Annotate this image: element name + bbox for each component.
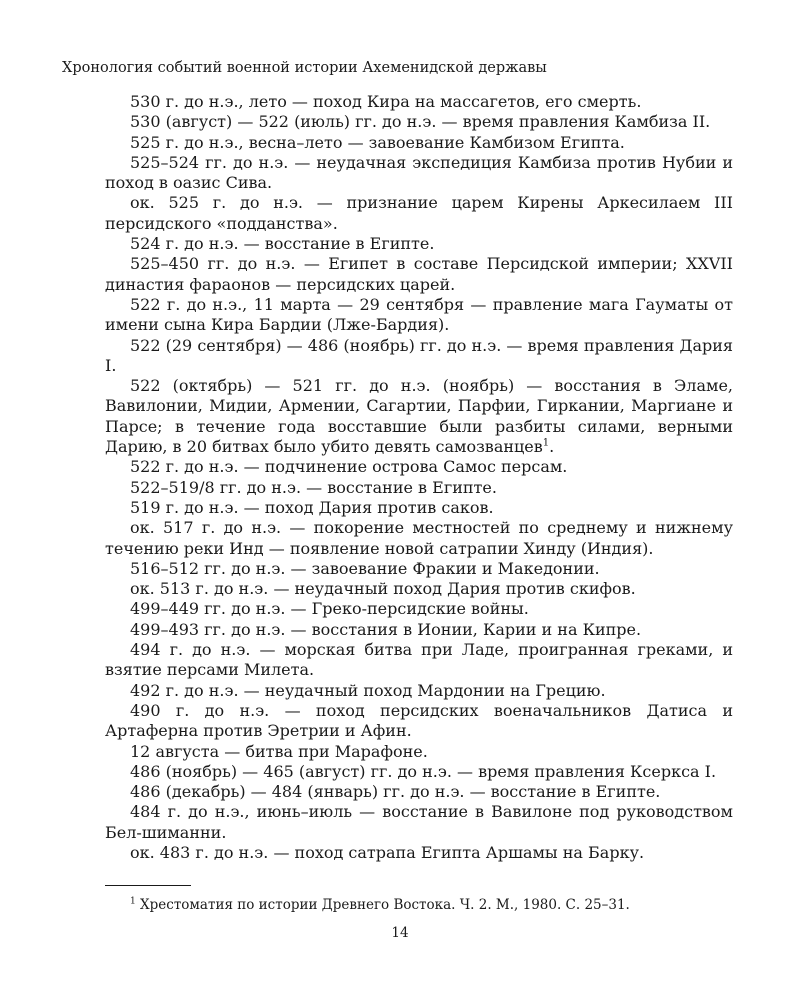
chronology-list [105, 92, 733, 863]
chronology-entry: ок. 525 г. до н.э. — признание царем Кирены Аркесилаем III персидского «подданства». [105, 193, 733, 233]
chronology-entry: 522 г. до н.э., 11 марта — 29 сентября — правление мага Гауматы от имени сына Кира Бардии (Лже-Бардия). [105, 294, 733, 335]
chronology-entry: 12 августа — битва при Марафоне. [130, 741, 428, 761]
chronology-entry: 522 г. до н.э. — подчинение острова Самос персам. [130, 457, 568, 477]
chronology-entry: 524 г. до н.э. — восстание в Египте. [130, 234, 435, 254]
chronology-entry: 522 (29 сентября) — 486 (ноябрь) гг. до н.э. — время правления Дария I. [105, 335, 733, 375]
chronology-entry: 530 (август) — 522 (июль) гг. до н.э. — время правления Камбиза II. [130, 112, 711, 132]
chronology-entry: 525 г. до н.э., весна–лето — завоевание Камбизом Египта. [130, 132, 625, 152]
running-head: Хронология событий военной истории Ахеменидской державы [62, 60, 547, 76]
chronology-entry: 525–450 гг. до н.э. — Египет в составе Персидской империи; XXVII династия фараонов — персидских царей. [105, 254, 733, 294]
chronology-entry: 516–512 гг. до н.э. — завоевание Фракии и Македонии. [130, 558, 600, 578]
chronology-entry: 484 г. до н.э., июнь–июль — восстание в Вавилоне под руководством Бел-шиманни. [105, 802, 733, 842]
footnote [105, 897, 733, 913]
entry-text: 522 (октябрь) — 521 гг. до н.э. (ноябрь) — восстания в Эламе, Вавилонии, Мидии, Армении, Сагартии, Парфии, Гиркании, Маргиане и Парсе; в течение года восставшие были разбиты силами, верными Дарию, в 20 битвах было убито девять самозванцев [105, 376, 733, 457]
chronology-entry: 530 г. до н.э., лето — поход Кира на массагетов, его смерть. [130, 92, 642, 111]
footnote-divider [105, 885, 191, 886]
chronology-entry: 522–519/8 гг. до н.э. — восстание в Египте. [130, 477, 497, 497]
chronology-entry: ок. 513 г. до н.э. — неудачный поход Дария против скифов. [130, 579, 636, 599]
page-number: 14 [391, 925, 409, 941]
chronology-entry: 492 г. до н.э. — неудачный поход Мардонии на Грецию. [130, 680, 606, 700]
chronology-entry: 486 (декабрь) — 484 (январь) гг. до н.э. — восстание в Египте. [130, 782, 661, 802]
chronology-entry: 519 г. до н.э. — поход Дария против саков. [130, 497, 494, 517]
chronology-entry: 486 (ноябрь) — 465 (август) гг. до н.э. — время правления Ксеркса I. [130, 761, 717, 781]
footnote-reference: 1 [542, 437, 550, 449]
entry-end: . [549, 437, 555, 457]
chronology-entry: 499–449 гг. до н.э. — Греко-персидские войны. [130, 599, 529, 619]
chronology-entry: 525–524 гг. до н.э. — неудачная экспедиция Камбиза против Нубии и поход в оазис Сива. [105, 152, 733, 193]
footnote-text: Хрестоматия по истории Древнего Востока. Ч. 2. М., 1980. С. 25–31. [140, 897, 630, 913]
chronology-entry-with-footnote [105, 376, 733, 457]
chronology-entry: 494 г. до н.э. — морская битва при Ладе, проигранная греками, и взятие персами Милета. [105, 640, 733, 680]
chronology-entry: 490 г. до н.э. — поход персидских военачальников Датиса и Артаферна против Эретрии и Афин. [105, 700, 733, 741]
chronology-entry: ок. 483 г. до н.э. — поход сатрапа Египта Аршамы на Барку. [130, 842, 645, 862]
footnote-number: 1 [130, 896, 136, 907]
chronology-entry: 499–493 гг. до н.э. — восстания в Ионии, Карии и на Кипре. [130, 619, 642, 639]
chronology-entry: ок. 517 г. до н.э. — покорение местностей по среднему и нижнему течению реки Инд — появление новой сатрапии Хинду (Индия). [105, 518, 733, 558]
